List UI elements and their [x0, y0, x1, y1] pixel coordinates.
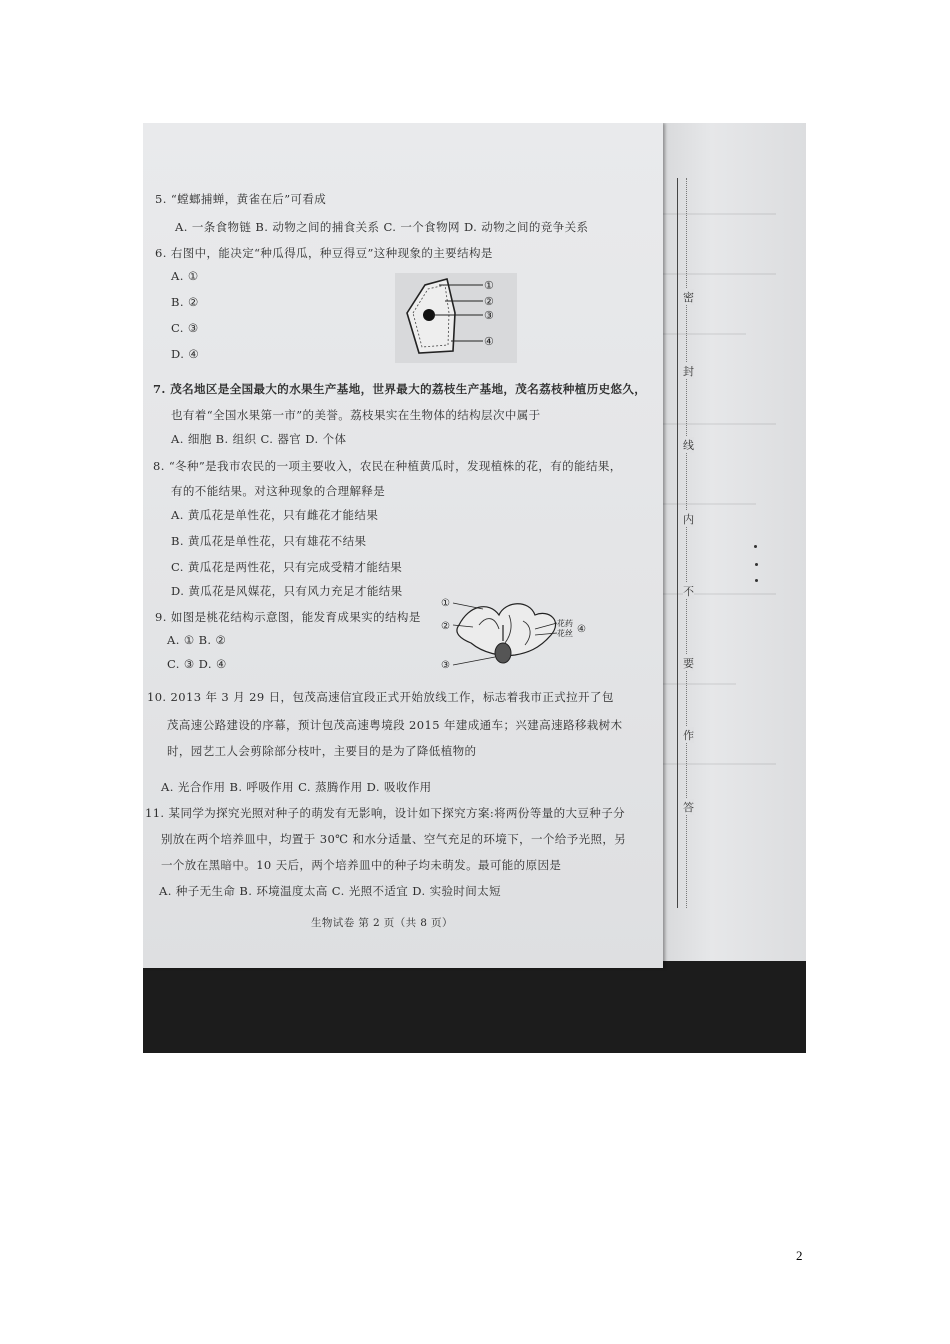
q8-option-a: A. 黄瓜花是单性花，只有雌花才能结果 [171, 508, 379, 522]
q11-line-1: 11. 某同学为探究光照对种子的萌发有无影响，设计如下探究方案:将两份等量的大豆种子分 [145, 806, 626, 820]
binding-char-5: 不 [683, 585, 694, 598]
cell-label-1: ① [484, 279, 494, 292]
binding-char-3: 线 [683, 439, 694, 452]
binding-char-1: 密 [683, 291, 694, 304]
flower-label-2: ② [441, 621, 450, 632]
q7-line-1: 7. 茂名地区是全国最大的水果生产基地，世界最大的荔枝生产基地，茂名荔枝种植历史悠久， [153, 382, 647, 396]
scan-speck [754, 545, 757, 548]
flower-label-1: ① [441, 598, 450, 609]
q6-option-b: B. ② [171, 295, 199, 309]
q5-options: A. 一条食物链 B. 动物之间的捕食关系 C. 一个食物网 D. 动物之间的竞争关系 [175, 220, 589, 234]
flower-label-3: ③ [441, 660, 450, 671]
binding-line [677, 178, 678, 908]
binding-char-6: 要 [683, 657, 694, 670]
scanned-exam-photo [143, 123, 806, 1053]
q6-option-d: D. ④ [171, 347, 200, 361]
q9-options-row-2: C. ③ D. ④ [167, 657, 227, 671]
q6-option-a: A. ① [171, 269, 199, 283]
q10-line-2: 茂高速公路建设的序幕，预计包茂高速粤境段 2015 年建成通车；兴建高速路移栽树木 [167, 718, 623, 732]
q9-stem: 9. 如图是桃花结构示意图，能发育成果实的结构是 [155, 610, 421, 624]
q9-options-row-1: A. ① B. ② [167, 633, 227, 647]
cell-label-2: ② [484, 295, 494, 308]
q11-line-3: 一个放在黑暗中。10 天后，两个培养皿中的种子均未萌发。最可能的原因是 [161, 858, 562, 872]
binding-char-2: 封 [683, 365, 694, 378]
cell-label-3: ③ [484, 309, 494, 322]
q7-options: A. 细胞 B. 组织 C. 器官 D. 个体 [171, 432, 347, 446]
binding-char-7: 作 [683, 729, 694, 742]
q11-options: A. 种子无生命 B. 环境温度太高 C. 光照不适宜 D. 实验时间太短 [159, 884, 501, 898]
q8-line-1: 8. “冬种”是我市农民的一项主要收入，农民在种植黄瓜时，发现植株的花，有的能结果， [153, 459, 622, 473]
scan-speck [755, 563, 758, 566]
q8-line-2: 有的不能结果。对这种现象的合理解释是 [171, 484, 386, 498]
flower-label-filament: 花丝 [557, 629, 573, 638]
q6-stem: 6. 右图中，能决定“种瓜得瓜，种豆得豆”这种现象的主要结构是 [155, 246, 493, 260]
q6-option-c: C. ③ [171, 321, 199, 335]
peach-flower-diagram [439, 595, 589, 675]
q10-line-3: 时，园艺工人会剪除部分枝叶，主要目的是为了降低植物的 [167, 744, 477, 758]
q5-stem: 5. “螳螂捕蝉，黄雀在后”可看成 [155, 192, 327, 206]
flower-label-anther: 花药 [557, 619, 573, 628]
scan-speck [755, 579, 758, 582]
cell-label-4: ④ [484, 335, 494, 348]
exam-sheet [143, 123, 663, 968]
plant-cell-diagram [395, 273, 517, 363]
q8-option-c: C. 黄瓜花是两性花，只有完成受精才能结果 [171, 560, 403, 574]
page-number: 2 [796, 1248, 803, 1263]
q11-line-2: 别放在两个培养皿中，均置于 30℃ 和水分适量、空气充足的环境下，一个给予光照，另 [161, 832, 627, 846]
q10-line-1: 10. 2013 年 3 月 29 日，包茂高速信宜段正式开始放线工作，标志着我市正式拉开了包 [147, 690, 614, 704]
q8-option-d: D. 黄瓜花是风媒花，只有风力充足才能结果 [171, 584, 403, 598]
flower-label-4: ④ [577, 624, 586, 635]
back-sheet [648, 123, 806, 961]
binding-char-8: 答 [683, 801, 694, 814]
binding-char-4: 内 [683, 513, 694, 526]
exam-footer: 生物试卷 第 2 页（共 8 页） [311, 917, 453, 929]
q10-options: A. 光合作用 B. 呼吸作用 C. 蒸腾作用 D. 吸收作用 [161, 780, 432, 794]
q8-option-b: B. 黄瓜花是单性花，只有雄花不结果 [171, 534, 367, 548]
q7-line-2: 也有着“全国水果第一市”的美誉。荔枝果实在生物体的结构层次中属于 [171, 408, 541, 422]
